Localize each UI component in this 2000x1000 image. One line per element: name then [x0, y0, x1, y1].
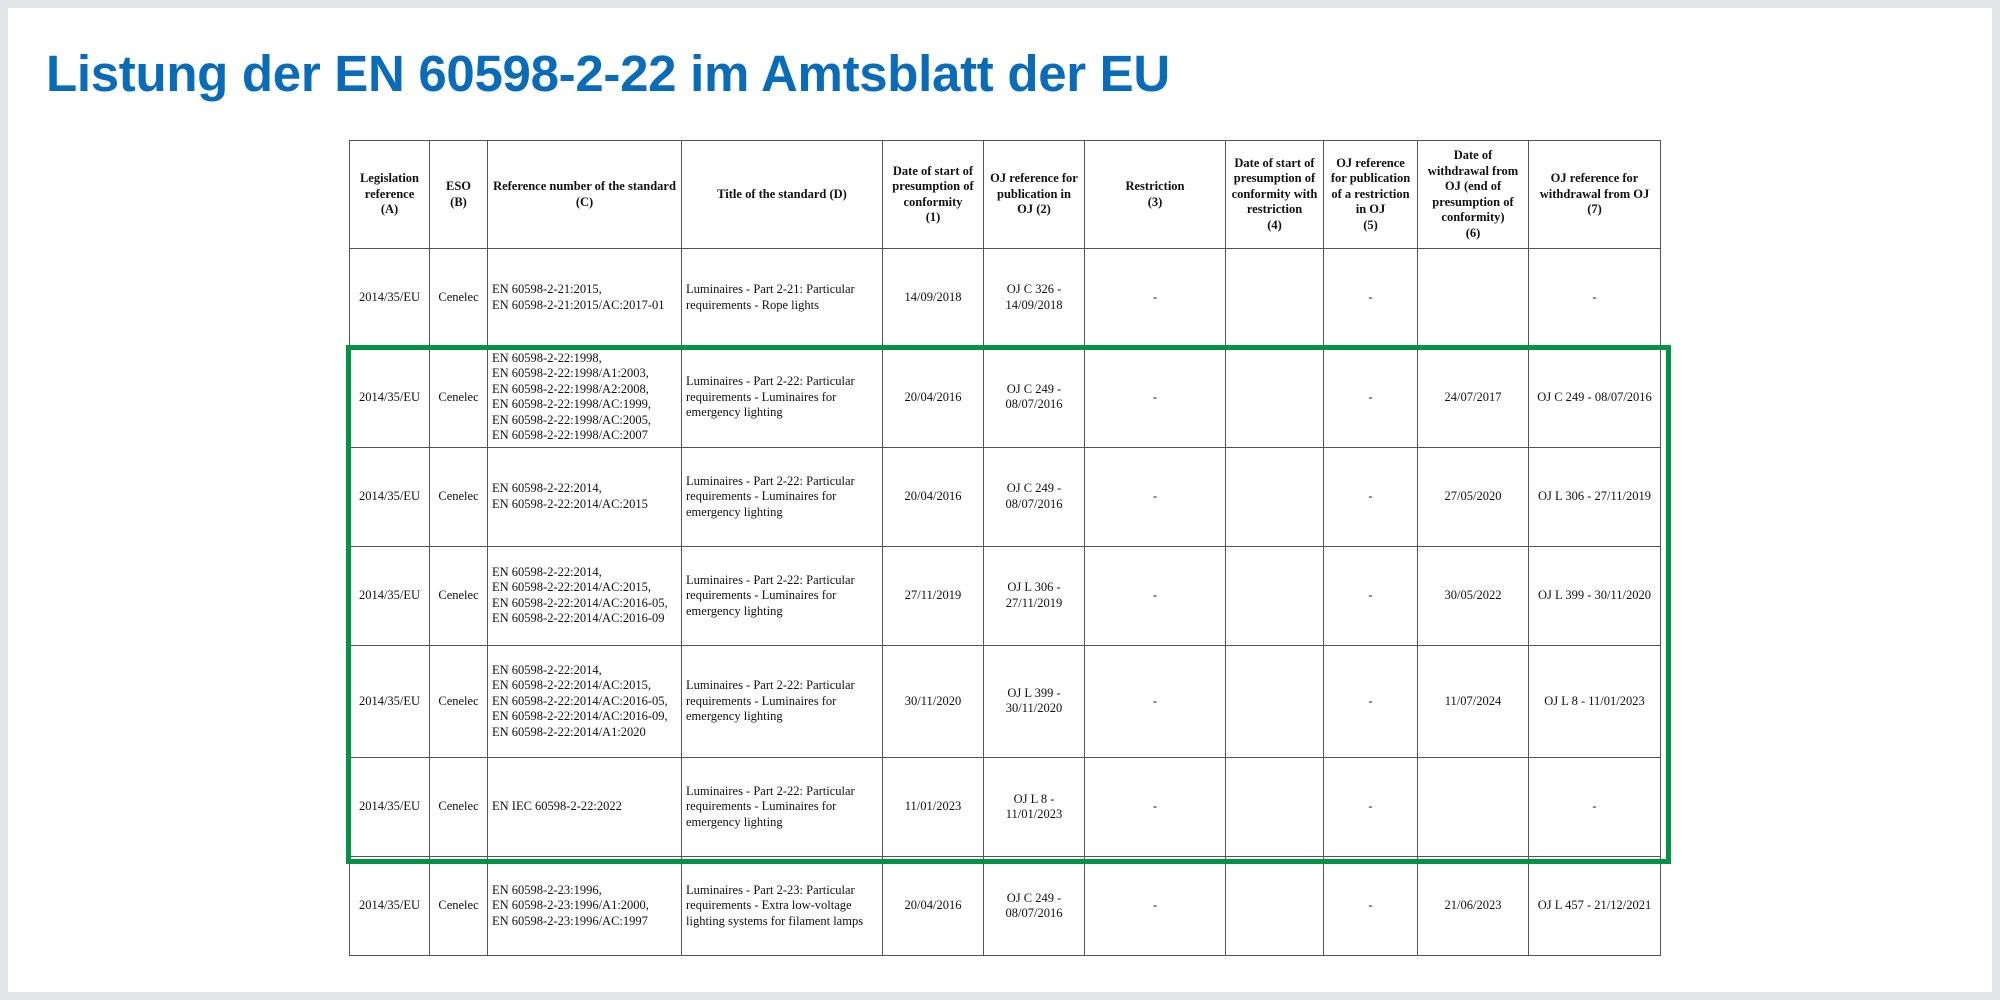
cell-oj-publication: OJ C 249 - 08/07/2016	[984, 347, 1085, 447]
table-row	[350, 546, 1661, 645]
cell-reference	[488, 347, 682, 447]
cell-reference	[488, 447, 682, 546]
reference-line: EN 60598-2-23:1996/A1:2000,	[492, 898, 649, 913]
cell-legislation: 2014/35/EU	[350, 249, 430, 348]
cell-start-date: 27/11/2019	[883, 546, 984, 645]
standards-table	[349, 140, 1661, 956]
reference-line: EN 60598-2-22:1998/AC:1999,	[492, 397, 652, 412]
cell-restriction-start	[1226, 546, 1324, 645]
cell-title: Luminaires - Part 2-22: Particular requirements - Luminaires for emergency lighting	[682, 645, 883, 757]
cell-oj-restriction: -	[1324, 758, 1418, 857]
reference-line: EN 60598-2-22:2014,	[492, 564, 602, 579]
cell-reference	[488, 857, 682, 956]
column-header: Reference number of the standard (C)	[488, 141, 682, 249]
table-row	[350, 645, 1661, 757]
cell-withdrawal-date: 24/07/2017	[1418, 347, 1529, 447]
cell-reference	[488, 546, 682, 645]
cell-legislation: 2014/35/EU	[350, 347, 430, 447]
cell-oj-withdrawal: OJ L 457 - 21/12/2021	[1529, 857, 1661, 956]
cell-oj-withdrawal: OJ L 8 - 11/01/2023	[1529, 645, 1661, 757]
cell-title: Luminaires - Part 2-23: Particular requirements - Extra low-voltage lighting systems for filament lamps	[682, 857, 883, 956]
cell-oj-withdrawal: -	[1529, 758, 1661, 857]
standards-table-wrapper	[349, 140, 1660, 956]
column-header: ESO (B)	[430, 141, 488, 249]
reference-line: EN 60598-2-22:2014/AC:2016-05,	[492, 595, 668, 610]
cell-restriction-start	[1226, 645, 1324, 757]
table-row	[350, 758, 1661, 857]
cell-withdrawal-date	[1418, 249, 1529, 348]
cell-restriction: -	[1085, 758, 1226, 857]
cell-oj-withdrawal: OJ L 399 - 30/11/2020	[1529, 546, 1661, 645]
cell-oj-publication: OJ L 306 - 27/11/2019	[984, 546, 1085, 645]
cell-start-date: 20/04/2016	[883, 447, 984, 546]
table-row	[350, 249, 1661, 348]
cell-restriction-start	[1226, 447, 1324, 546]
cell-legislation: 2014/35/EU	[350, 857, 430, 956]
cell-restriction: -	[1085, 645, 1226, 757]
cell-withdrawal-date: 11/07/2024	[1418, 645, 1529, 757]
column-header: Legislation reference (A)	[350, 141, 430, 249]
cell-oj-restriction: -	[1324, 447, 1418, 546]
column-header: OJ reference for withdrawal from OJ (7)	[1529, 141, 1661, 249]
cell-withdrawal-date: 21/06/2023	[1418, 857, 1529, 956]
cell-eso: Cenelec	[430, 758, 488, 857]
reference-line: EN 60598-2-22:1998,	[492, 350, 602, 365]
reference-line: EN IEC 60598-2-22:2022	[492, 799, 622, 814]
cell-restriction: -	[1085, 249, 1226, 348]
table-body	[350, 249, 1661, 956]
cell-eso: Cenelec	[430, 857, 488, 956]
reference-line: EN 60598-2-21:2015/AC:2017-01	[492, 297, 665, 312]
cell-reference	[488, 645, 682, 757]
cell-restriction-start	[1226, 857, 1324, 956]
table-row	[350, 347, 1661, 447]
cell-legislation: 2014/35/EU	[350, 645, 430, 757]
cell-withdrawal-date: 30/05/2022	[1418, 546, 1529, 645]
cell-reference	[488, 758, 682, 857]
cell-oj-publication: OJ L 399 - 30/11/2020	[984, 645, 1085, 757]
cell-restriction: -	[1085, 347, 1226, 447]
reference-line: EN 60598-2-22:2014,	[492, 481, 602, 496]
cell-title: Luminaires - Part 2-22: Particular requirements - Luminaires for emergency lighting	[682, 546, 883, 645]
cell-legislation: 2014/35/EU	[350, 447, 430, 546]
reference-line: EN 60598-2-22:1998/A1:2003,	[492, 366, 649, 381]
column-header: Date of withdrawal from OJ (end of presumption of conformity) (6)	[1418, 141, 1529, 249]
column-header: Date of start of presumption of conformity with restriction (4)	[1226, 141, 1324, 249]
reference-line: EN 60598-2-22:2014/AC:2015	[492, 496, 648, 511]
cell-withdrawal-date: 27/05/2020	[1418, 447, 1529, 546]
reference-line: EN 60598-2-22:1998/A2:2008,	[492, 381, 649, 396]
cell-oj-restriction: -	[1324, 249, 1418, 348]
cell-start-date: 11/01/2023	[883, 758, 984, 857]
cell-oj-publication: OJ C 249 - 08/07/2016	[984, 857, 1085, 956]
cell-eso: Cenelec	[430, 447, 488, 546]
reference-line: EN 60598-2-23:1996/AC:1997	[492, 913, 648, 928]
cell-withdrawal-date	[1418, 758, 1529, 857]
cell-start-date: 20/04/2016	[883, 857, 984, 956]
reference-line: EN 60598-2-21:2015,	[492, 282, 602, 297]
cell-oj-restriction: -	[1324, 347, 1418, 447]
reference-line: EN 60598-2-23:1996,	[492, 882, 602, 897]
cell-restriction-start	[1226, 758, 1324, 857]
cell-start-date: 20/04/2016	[883, 347, 984, 447]
cell-eso: Cenelec	[430, 645, 488, 757]
column-header: Title of the standard (D)	[682, 141, 883, 249]
cell-oj-restriction: -	[1324, 546, 1418, 645]
reference-line: EN 60598-2-22:2014/AC:2016-09,	[492, 709, 668, 724]
cell-start-date: 30/11/2020	[883, 645, 984, 757]
cell-legislation: 2014/35/EU	[350, 546, 430, 645]
table-row	[350, 857, 1661, 956]
cell-legislation: 2014/35/EU	[350, 758, 430, 857]
reference-line: EN 60598-2-22:1998/AC:2005,	[492, 412, 652, 427]
page-title: Listung der EN 60598-2-22 im Amtsblatt der EU	[46, 45, 1170, 102]
column-header: Date of start of presumption of conformity (1)	[883, 141, 984, 249]
slide	[8, 8, 1992, 992]
cell-title: Luminaires - Part 2-22: Particular requirements - Luminaires for emergency lighting	[682, 758, 883, 857]
cell-restriction: -	[1085, 546, 1226, 645]
cell-oj-restriction: -	[1324, 645, 1418, 757]
table-row	[350, 447, 1661, 546]
cell-restriction: -	[1085, 447, 1226, 546]
column-header: OJ reference for publication of a restriction in OJ (5)	[1324, 141, 1418, 249]
cell-start-date: 14/09/2018	[883, 249, 984, 348]
column-header: OJ reference for publication in OJ (2)	[984, 141, 1085, 249]
reference-line: EN 60598-2-22:2014/AC:2015,	[492, 580, 652, 595]
column-header: Restriction (3)	[1085, 141, 1226, 249]
cell-oj-restriction: -	[1324, 857, 1418, 956]
reference-line: EN 60598-2-22:2014,	[492, 662, 602, 677]
cell-eso: Cenelec	[430, 249, 488, 348]
reference-line: EN 60598-2-22:2014/AC:2015,	[492, 678, 652, 693]
cell-oj-withdrawal: -	[1529, 249, 1661, 348]
reference-line: EN 60598-2-22:2014/AC:2016-09	[492, 611, 665, 626]
cell-title: Luminaires - Part 2-22: Particular requirements - Luminaires for emergency lighting	[682, 347, 883, 447]
cell-reference	[488, 249, 682, 348]
cell-oj-withdrawal: OJ C 249 - 08/07/2016	[1529, 347, 1661, 447]
cell-restriction-start	[1226, 347, 1324, 447]
reference-line: EN 60598-2-22:1998/AC:2007	[492, 428, 648, 443]
cell-restriction: -	[1085, 857, 1226, 956]
table-header-row	[350, 141, 1661, 249]
cell-oj-withdrawal: OJ L 306 - 27/11/2019	[1529, 447, 1661, 546]
cell-title: Luminaires - Part 2-22: Particular requirements - Luminaires for emergency lighting	[682, 447, 883, 546]
reference-line: EN 60598-2-22:2014/A1:2020	[492, 724, 646, 739]
cell-eso: Cenelec	[430, 347, 488, 447]
cell-eso: Cenelec	[430, 546, 488, 645]
reference-line: EN 60598-2-22:2014/AC:2016-05,	[492, 693, 668, 708]
cell-oj-publication: OJ C 326 - 14/09/2018	[984, 249, 1085, 348]
cell-oj-publication: OJ C 249 - 08/07/2016	[984, 447, 1085, 546]
cell-restriction-start	[1226, 249, 1324, 348]
cell-oj-publication: OJ L 8 - 11/01/2023	[984, 758, 1085, 857]
cell-title: Luminaires - Part 2-21: Particular requirements - Rope lights	[682, 249, 883, 348]
